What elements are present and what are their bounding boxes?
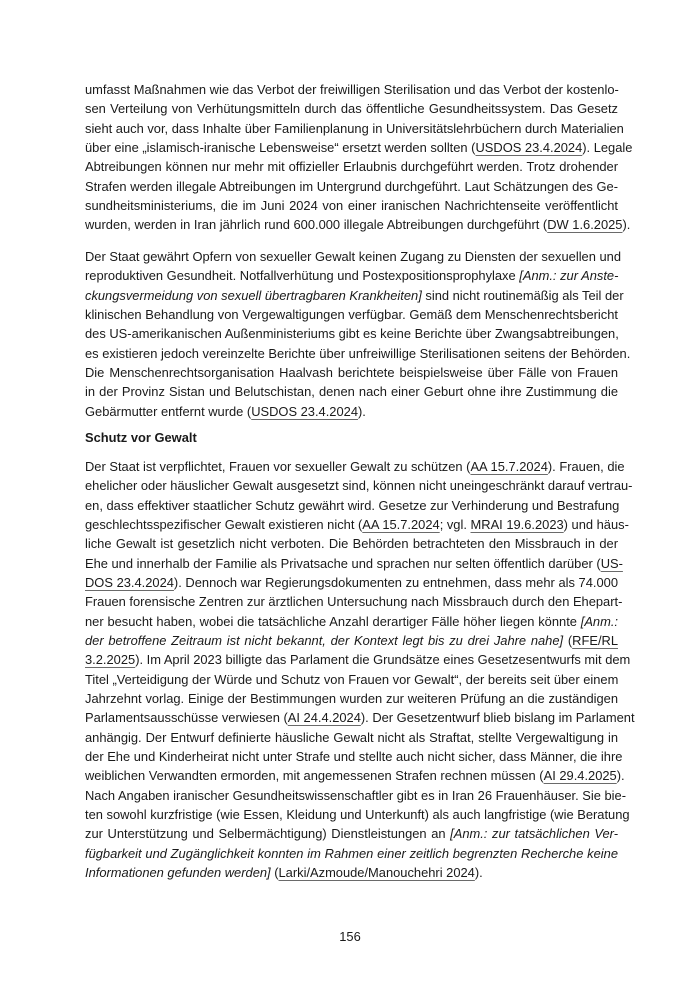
editorial-note: [Anm.: zur Anste- bbox=[519, 268, 619, 284]
text-segment: ). bbox=[474, 864, 483, 880]
text-segment: Strafen werden illegale Abtreibungen im Untergrund durchgeführt. Laut Schätzungen des Ge- bbox=[85, 178, 618, 194]
text-line bbox=[85, 805, 630, 824]
text-segment: Jahrzehnt vorlag. Einige der Bestimmungen wurden zur weiteren Prüfung an die zuständigen bbox=[85, 690, 618, 706]
text-line bbox=[85, 863, 618, 882]
text-segment: sundheitsministeriums, die im Juni 2024 von einer iranischen Nachrichtenseite veröffentlicht bbox=[85, 197, 618, 213]
section-heading: Schutz vor Gewalt bbox=[85, 430, 197, 445]
text-line bbox=[85, 747, 623, 766]
text-segment: des US-amerikanischen Außenministeriums gibt es keine Berichte über Zwangsabtreibungen, bbox=[85, 326, 619, 342]
text-line bbox=[85, 650, 631, 669]
citation-link[interactable]: US- bbox=[600, 555, 623, 571]
text-line bbox=[85, 476, 633, 495]
text-segment: ten sowohl kurzfristige (wie Essen, Kleidung und Unterkunft) als auch langfristige (wie Beratung bbox=[85, 806, 630, 822]
text-line bbox=[85, 286, 624, 305]
text-line bbox=[85, 689, 618, 708]
text-segment: umfasst Maßnahmen wie das Verbot der freiwilligen Sterilisation und das Verbot der kostenlo- bbox=[85, 82, 619, 97]
text-segment: ( bbox=[270, 864, 279, 880]
text-line bbox=[85, 612, 618, 631]
text-segment: ). bbox=[358, 403, 366, 419]
text-line bbox=[85, 177, 618, 196]
text-line bbox=[85, 766, 625, 785]
citation-link[interactable]: RFE/RL bbox=[572, 632, 618, 648]
text-segment: ). Frauen, die bbox=[547, 459, 625, 474]
text-line bbox=[85, 119, 624, 138]
text-segment: ) und häus- bbox=[563, 516, 629, 532]
text-line bbox=[85, 80, 618, 99]
editorial-note: ckungsvermeidung von sexuell übertragbaren Krankheiten] bbox=[85, 287, 422, 303]
text-line bbox=[85, 247, 621, 266]
text-segment: geschlechtsspezifischer Gewalt existieren nicht ( bbox=[85, 516, 363, 532]
text-segment: sen Verteilung von Verhütungsmitteln durch das öffentliche Gesundheitssystem. Das Gesetz bbox=[85, 101, 618, 117]
text-line bbox=[85, 138, 633, 157]
editorial-note: [Anm.: zur tatsächlichen Ver- bbox=[450, 826, 618, 842]
text-line bbox=[85, 382, 618, 401]
page-number: 156 bbox=[339, 929, 361, 944]
text-line bbox=[85, 324, 618, 343]
editorial-note: [Anm.: bbox=[580, 613, 618, 629]
text-line bbox=[85, 844, 618, 863]
text-line bbox=[85, 344, 631, 363]
text-segment: weiblichen Verwandten ermorden, mit angemessenen Strafen rechnen müssen ( bbox=[85, 768, 544, 784]
text-segment: ). Im April 2023 billigte das Parlament die Grundsätze eines Gesetzesentwurfs mit dem bbox=[135, 652, 631, 668]
citation-link[interactable]: MRAI 19.6.2023 bbox=[470, 516, 564, 532]
text-line bbox=[85, 457, 625, 476]
editorial-note: der betroffene Zeitraum ist nicht bekannt, der Kontext legt bis zu drei Jahre nahe] bbox=[85, 632, 564, 648]
text-line bbox=[85, 402, 618, 421]
text-line bbox=[85, 554, 623, 573]
text-segment: ehelicher oder häuslicher Gewalt ausgesetzt sind, können nicht uneingeschränkt darauf vertrau- bbox=[85, 478, 633, 494]
text-segment: ). Dennoch war Regierungsdokumenten zu entnehmen, dass mehr als 74.000 bbox=[173, 574, 618, 590]
citation-link[interactable]: USDOS 23.4.2024 bbox=[251, 403, 358, 419]
citation-link[interactable]: USDOS 23.4.2024 bbox=[475, 139, 583, 155]
text-line bbox=[85, 728, 618, 747]
citation-link[interactable]: AA 15.7.2024 bbox=[470, 459, 548, 474]
text-segment: wurden, werden in Iran jährlich rund 600.000 illegale Abtreibungen durchgeführt ( bbox=[85, 217, 548, 233]
text-segment: es existieren jedoch vereinzelte Berichte über unfreiwillige Sterilisationen seitens der Behörden. bbox=[85, 345, 631, 361]
text-line bbox=[85, 515, 629, 534]
text-segment: klinischen Behandlung von Vergewaltigungen verfügbar. Gemäß dem Menschenrechtsbericht bbox=[85, 306, 618, 322]
text-segment: ). Legale bbox=[582, 139, 633, 155]
text-line bbox=[85, 99, 618, 118]
citation-link[interactable]: Larki/Azmoude/Manouchehri 2024 bbox=[278, 864, 475, 880]
text-segment: ; vgl. bbox=[439, 516, 471, 532]
text-segment: anhängig. Der Entwurf definierte häusliche Gewalt nicht als Straftat, stellte Vergewaltigung in bbox=[85, 729, 618, 745]
text-segment: sieht auch vor, dass Inhalte über Familienplanung in Universitätslehrbüchern durch Materialien bbox=[85, 120, 624, 136]
text-line bbox=[85, 534, 618, 553]
text-line bbox=[85, 305, 618, 324]
citation-link[interactable]: AI 29.4.2025 bbox=[543, 768, 617, 784]
text-line bbox=[85, 196, 618, 215]
text-line bbox=[85, 573, 618, 592]
text-segment: über eine „islamisch-iranische Lebensweise“ ersetzt werden sollten ( bbox=[85, 139, 476, 155]
citation-link[interactable]: AA 15.7.2024 bbox=[362, 516, 440, 532]
text-segment: liche Gewalt ist gesetzlich nicht verboten. Die Behörden betrachteten den Missbrauch in der bbox=[85, 536, 618, 552]
text-segment: Abtreibungen können nur mehr mit offizieller Erlaubnis durchgeführt werden. Trotz drohender bbox=[85, 159, 618, 175]
text-line bbox=[85, 824, 618, 843]
text-line bbox=[85, 670, 618, 689]
text-segment: ner besucht haben, wobei die tatsächliche Anzahl derartiger Fälle höher liegen könnte bbox=[85, 613, 581, 629]
text-segment: Die Menschenrechtsorganisation Haalvash berichtete beispielsweise über Fälle von Frauen bbox=[85, 364, 618, 380]
text-segment: Parlamentsausschüsse verwiesen ( bbox=[85, 710, 288, 726]
text-segment: ( bbox=[563, 632, 573, 648]
text-line bbox=[85, 363, 618, 382]
text-line bbox=[85, 215, 631, 234]
text-line bbox=[85, 592, 623, 611]
text-segment: Frauen forensische Zentren zur ärztlichen Untersuchung nach Missbrauch durch den Ehepart- bbox=[85, 594, 623, 610]
text-line bbox=[85, 266, 618, 285]
text-segment: ). bbox=[616, 768, 625, 784]
editorial-note: Informationen gefunden werden] bbox=[85, 864, 271, 880]
citation-link[interactable]: 3.2.2025 bbox=[85, 652, 136, 668]
text-segment: Nach Angaben iranischer Gesundheitswissenschaftler gibt es in Iran 26 Frauenhäuser. Sie bie- bbox=[85, 787, 627, 803]
text-segment: Ehe und innerhalb der Familie als Privatsache und sprachen nur selten öffentlich darüber ( bbox=[85, 555, 601, 571]
citation-link[interactable]: AI 24.4.2024 bbox=[287, 710, 361, 726]
text-segment: reproduktiven Gesundheit. Notfallverhütung und Postexpositionsprophylaxe bbox=[85, 268, 520, 284]
text-segment: der Ehe und Kinderheirat nicht unter Strafe und stellte auch nicht sicher, dass Männer, die ihre bbox=[85, 748, 623, 764]
text-segment: Titel „Verteidigung der Würde und Schutz von Frauen vor Gewalt“, der bereits seit über einem bbox=[85, 671, 619, 687]
citation-link[interactable]: DW 1.6.2025 bbox=[547, 217, 623, 233]
text-line bbox=[85, 786, 627, 805]
text-line bbox=[85, 708, 635, 727]
text-segment: sind nicht routinemäßig als Teil der bbox=[421, 287, 624, 303]
text-segment: Der Staat gewährt Opfern von sexueller Gewalt keinen Zugang zu Diensten der sexuellen und bbox=[85, 249, 621, 264]
text-line bbox=[85, 157, 618, 176]
text-segment: en, dass effektiver staatlicher Schutz gewährt wird. Gesetze zur Verhinderung und Bestrafung bbox=[85, 497, 620, 513]
text-line bbox=[85, 631, 618, 650]
text-segment: ). Der Gesetzentwurf blieb bislang im Parlament bbox=[360, 710, 635, 726]
text-segment: in der Provinz Sistan und Belutschistan, denen nach einer Geburt ohne ihre Zustimmung die bbox=[85, 384, 618, 400]
paragraph-protection-from-violence bbox=[85, 457, 635, 882]
text-segment: Der Staat ist verpflichtet, Frauen vor sexueller Gewalt zu schützen ( bbox=[85, 459, 471, 474]
text-line bbox=[85, 496, 618, 515]
text-segment: ). bbox=[622, 217, 631, 233]
text-segment: Gebärmutter entfernt wurde ( bbox=[85, 403, 252, 419]
editorial-note: fügbarkeit und Zugänglichkeit konnten im Rahmen einer zeitlich begrenzten Recherche keine bbox=[85, 845, 618, 861]
text-segment: zur Unterstützung und Selbermächtigung) Dienstleistungen an bbox=[85, 826, 451, 842]
paragraph-reproductive-rights bbox=[85, 80, 633, 235]
citation-link[interactable]: DOS 23.4.2024 bbox=[85, 574, 174, 590]
paragraph-sexual-violence-services bbox=[85, 247, 631, 421]
